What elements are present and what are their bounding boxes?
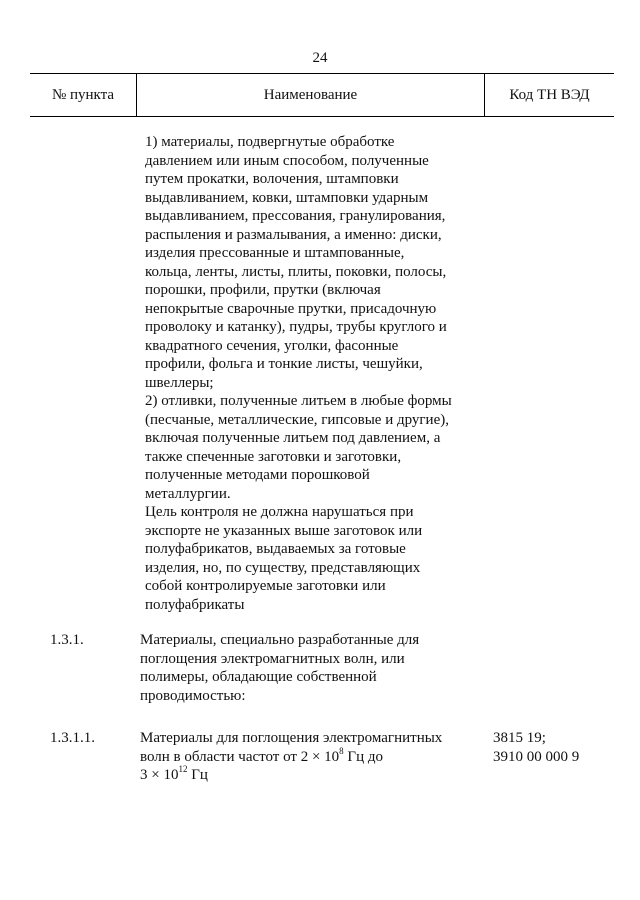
row-name-line: Материалы для поглощения электромагнитных bbox=[140, 730, 443, 746]
row-number: 1.3.1.1. bbox=[50, 730, 95, 746]
header-item-number: № пункта bbox=[51, 87, 115, 103]
superscript: 12 bbox=[178, 764, 188, 774]
row-name-line bbox=[140, 766, 442, 785]
text-fragment: 3 × 10 bbox=[140, 767, 179, 783]
superscript: 8 bbox=[339, 745, 344, 756]
row-number: 1.3.1. bbox=[50, 632, 84, 648]
intro-paragraph: 1) материалы, подвергнутые обработке давлением или иным способом, полученные путем прокатки, волочения, штамповки выдавливанием, ковки, штамповки ударным выдавливанием, прессования, гранулирования, распыления и размалывания, а именно: диски, изделия прессованные и штампованные, кольца, ленты, листы, плиты, поковки, полосы, порошки, профили, прутки (включая непокрытые сварочные прутки, присадочную проволоку и катанку), пудры, трубы круглого и квадратного сечения, уголки, фасонные профили, фольга и тонкие листы, чешуйки, швеллеры; 2) отливки, полученные литьем в любые формы (песчаные, металлические, гипсовые и другие), включая полученные литьем под давлением, а также спеченные заготовки и заготовки, полученные методами порошковой металлургии. Цель контроля не должна нарушаться при экспорте не указанных выше заготовок или полуфабрикатов, выдаваемых за готовые изделия, но, по существу, представляющих собой контролируемые заготовки или полуфабрикаты bbox=[145, 134, 452, 613]
text-fragment: Гц bbox=[187, 767, 208, 783]
row-name: Материалы, специально разработанные для поглощения электромагнитных волн, или полимеры, обладающие собственной проводимостью: bbox=[140, 632, 420, 704]
text-fragment: Гц до bbox=[343, 748, 384, 765]
text-fragment: волн в области частот от 2 × 10 bbox=[140, 748, 340, 765]
table-header bbox=[30, 73, 614, 117]
row-code: 3815 19; 3910 00 000 9 bbox=[493, 730, 580, 765]
page-number: 24 bbox=[312, 50, 328, 66]
header-tn-ved-code: Код ТН ВЭД bbox=[509, 87, 590, 103]
row-name bbox=[140, 729, 442, 785]
header-name: Наименование bbox=[263, 87, 358, 103]
